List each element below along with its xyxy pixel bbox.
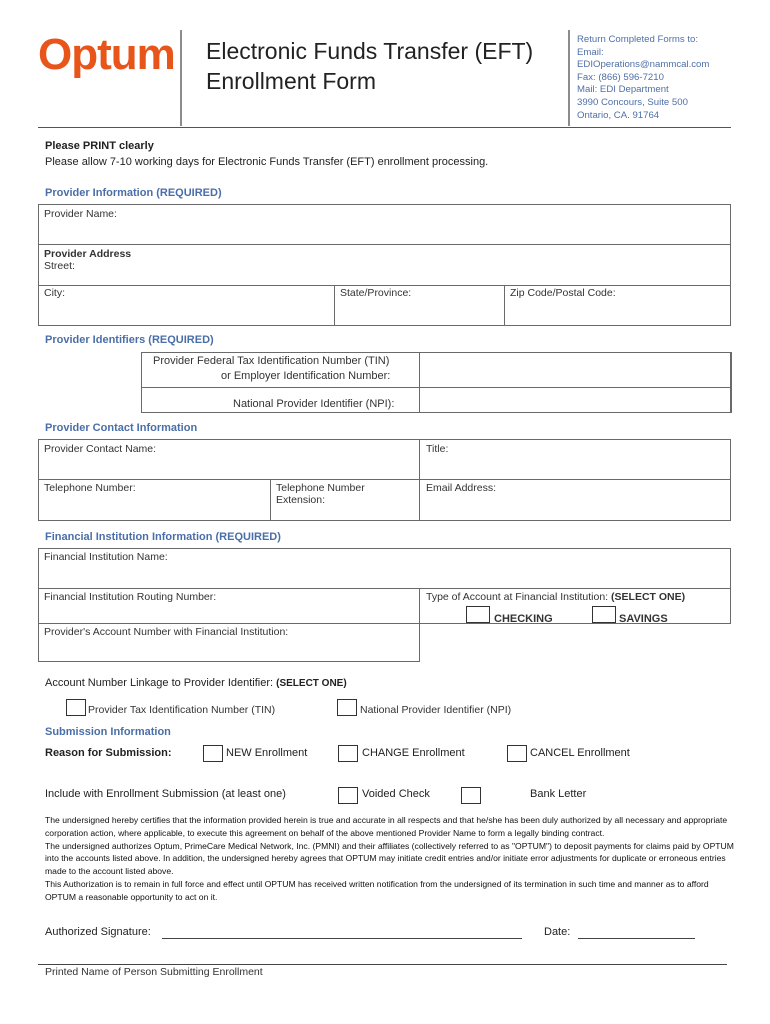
provider-address-heading: Provider Address bbox=[44, 248, 132, 260]
signature-line[interactable] bbox=[162, 938, 522, 939]
new-enrollment-checkbox[interactable] bbox=[203, 745, 223, 762]
checking-checkbox[interactable] bbox=[466, 606, 490, 623]
form-title bbox=[206, 36, 533, 96]
return-address bbox=[577, 34, 709, 122]
return-line: Mail: EDI Department bbox=[577, 84, 669, 96]
reason-label: Reason for Submission: bbox=[45, 747, 172, 759]
routing-number-label: Financial Institution Routing Number: bbox=[44, 591, 217, 603]
processing-note: Please allow 7-10 working days for Electronic Funds Transfer (EFT) enrollment processing. bbox=[45, 156, 489, 168]
provider-street-field[interactable] bbox=[38, 244, 731, 286]
linkage-text: Account Number Linkage to Provider Identifier: bbox=[45, 677, 274, 689]
account-number-label: Provider's Account Number with Financial Institution: bbox=[44, 626, 289, 638]
zip-field[interactable] bbox=[504, 285, 731, 326]
telephone-field[interactable] bbox=[38, 479, 271, 521]
print-clearly-note: Please PRINT clearly bbox=[45, 140, 154, 152]
return-line: 3990 Concours, Suite 500 bbox=[577, 96, 688, 108]
extension-label-line-1: Telephone Number bbox=[276, 482, 365, 494]
financial-institution-heading: Financial Institution Information (REQUIRED) bbox=[45, 531, 281, 543]
title-line-2: Enrollment Form bbox=[206, 68, 376, 94]
npi-input[interactable] bbox=[419, 387, 732, 413]
tin-row bbox=[141, 352, 731, 388]
zip-label: Zip Code/Postal Code: bbox=[510, 287, 616, 299]
savings-label: SAVINGS bbox=[619, 613, 668, 625]
printed-name-label: Printed Name of Person Submitting Enrollment bbox=[45, 966, 263, 978]
include-label: Include with Enrollment Submission (at least one) bbox=[45, 788, 286, 800]
provider-identifiers-heading: Provider Identifiers (REQUIRED) bbox=[45, 334, 214, 346]
return-line: Fax: (866) 596-7210 bbox=[577, 71, 664, 83]
linkage-tin-checkbox[interactable] bbox=[66, 699, 86, 716]
header-rule bbox=[38, 127, 731, 128]
tin-label-line-2: or Employer Identification Number: bbox=[221, 370, 391, 382]
telephone-label: Telephone Number: bbox=[44, 482, 136, 494]
change-enrollment-checkbox[interactable] bbox=[338, 745, 358, 762]
voided-check-label: Voided Check bbox=[362, 788, 430, 800]
linkage-npi-label: National Provider Identifier (NPI) bbox=[360, 704, 512, 716]
termination-paragraph: This Authorization is to remain in full force and effect until OPTUM has received written notification from the undersigned of its termination in such time and manner as to afford OPTUM a reasonable opportunity to act on it. bbox=[45, 878, 709, 902]
provider-name-field[interactable] bbox=[38, 204, 731, 245]
return-line: Email: bbox=[577, 46, 604, 58]
state-label: State/Province: bbox=[340, 287, 412, 299]
linkage-label bbox=[45, 677, 347, 689]
account-type-text: Type of Account at Financial Institution: bbox=[426, 591, 609, 603]
account-type-label bbox=[426, 591, 685, 603]
header-divider bbox=[180, 30, 182, 126]
authorization-paragraph: The undersigned authorizes Optum, PrimeCare Medical Network, Inc. (PMNI) and their affiliates (collectively referred to as "OPTUM") to deposit payments for claims paid by OPTUM into the accounts listed above. In addition, the undersigned hereby agrees that OPTUM may initiate credit entries and/or initiate error adjustments for duplicate or erroneous entries made to the account listed above. bbox=[45, 840, 734, 877]
change-enrollment-label: CHANGE Enrollment bbox=[362, 747, 465, 759]
routing-number-field[interactable] bbox=[38, 588, 420, 624]
state-field[interactable] bbox=[334, 285, 505, 326]
date-line[interactable] bbox=[578, 938, 695, 939]
provider-contact-heading: Provider Contact Information bbox=[45, 422, 198, 434]
contact-title-field[interactable] bbox=[419, 439, 731, 480]
title-line-1: Electronic Funds Transfer (EFT) bbox=[206, 38, 534, 64]
authorization-text bbox=[45, 814, 735, 904]
date-label: Date: bbox=[544, 926, 571, 938]
return-line: Ontario, CA. 91764 bbox=[577, 109, 660, 121]
extension-label-line-2: Extension: bbox=[276, 494, 326, 506]
npi-label: National Provider Identifier (NPI): bbox=[233, 398, 395, 410]
authorized-signature-label: Authorized Signature: bbox=[45, 926, 151, 938]
checking-label: CHECKING bbox=[494, 613, 553, 625]
contact-name-field[interactable] bbox=[38, 439, 420, 480]
email-field[interactable] bbox=[419, 479, 731, 521]
account-number-field[interactable] bbox=[38, 623, 420, 662]
provider-info-heading: Provider Information (REQUIRED) bbox=[45, 187, 222, 199]
certification-paragraph: The undersigned hereby certifies that the information provided herein is true and accurate in all respects and that he/she has been duly authorized by all necessary and appropriate corporation action, where applicable, to execute this agreement on behalf of the above mentioned Provider Name to form a legally binding contract. bbox=[45, 815, 728, 838]
contact-title-label: Title: bbox=[426, 443, 449, 455]
institution-name-field[interactable] bbox=[38, 548, 731, 589]
street-label: Street: bbox=[44, 260, 75, 272]
email-label: Email Address: bbox=[426, 482, 497, 494]
institution-name-label: Financial Institution Name: bbox=[44, 551, 168, 563]
cancel-enrollment-label: CANCEL Enrollment bbox=[530, 747, 630, 759]
linkage-select-one: (SELECT ONE) bbox=[276, 678, 347, 689]
telephone-extension-field[interactable] bbox=[270, 479, 420, 521]
voided-check-checkbox[interactable] bbox=[338, 787, 358, 804]
bank-letter-label: Bank Letter bbox=[530, 788, 587, 800]
tin-input[interactable] bbox=[419, 352, 732, 388]
tin-label-line-1: Provider Federal Tax Identification Number (TIN) bbox=[153, 355, 390, 367]
linkage-tin-label: Provider Tax Identification Number (TIN) bbox=[88, 704, 276, 716]
linkage-npi-checkbox[interactable] bbox=[337, 699, 357, 716]
city-label: City: bbox=[44, 287, 65, 299]
submission-heading: Submission Information bbox=[45, 726, 171, 738]
cancel-enrollment-checkbox[interactable] bbox=[507, 745, 527, 762]
return-email-link[interactable]: EDIOperations@nammcal.com bbox=[577, 59, 710, 71]
printed-name-line[interactable] bbox=[38, 964, 727, 965]
optum-logo: Optum bbox=[38, 30, 175, 79]
bank-letter-checkbox[interactable] bbox=[461, 787, 481, 804]
city-field[interactable] bbox=[38, 285, 335, 326]
provider-name-label: Provider Name: bbox=[44, 208, 117, 220]
savings-checkbox[interactable] bbox=[592, 606, 616, 623]
header-divider-right bbox=[568, 30, 570, 126]
npi-row bbox=[141, 387, 731, 413]
contact-name-label: Provider Contact Name: bbox=[44, 443, 157, 455]
new-enrollment-label: NEW Enrollment bbox=[226, 747, 308, 759]
return-line: Return Completed Forms to: bbox=[577, 34, 699, 45]
account-type-select-one: (SELECT ONE) bbox=[611, 591, 686, 603]
